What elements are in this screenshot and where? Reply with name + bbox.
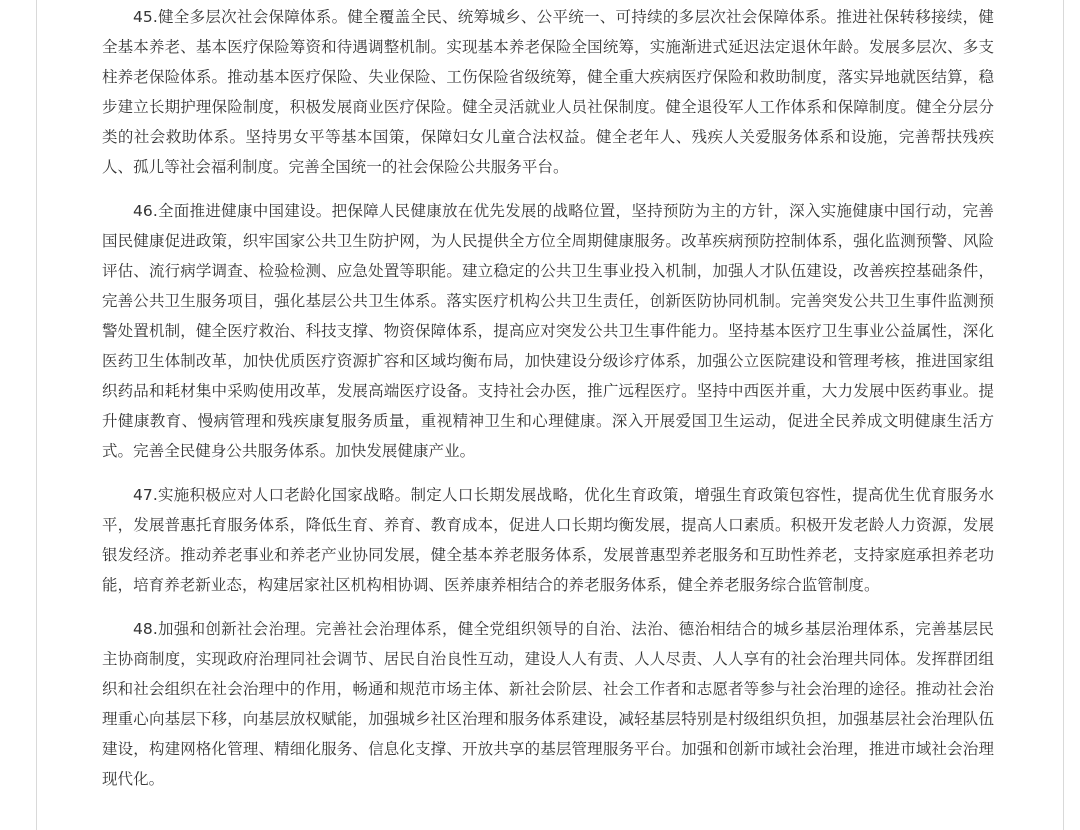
paragraph-48: 48.加强和创新社会治理。完善社会治理体系，健全党组织领导的自治、法治、德治相结合的城乡基层治理体系，完善基层民主协商制度，实现政府治理同社会调节、居民自治良性互动，建设人人有责、人人尽责、人人享有的社会治理共同体。发挥群团组织和社会组织在社会治理中的作用，畅通和规范市场主体、新社会阶层、社会工作者和志愿者等参与社会治理的途径。推动社会治理重心向基层下移，向基层放权赋能，加强城乡社区治理和服务体系建设，减轻基层特别是村级组织负担，加强基层社会治理队伍建设，构建网格化管理、精细化服务、信息化支撑、开放共享的基层管理服务平台。加强和创新市域社会治理，推进市域社会治理现代化。 bbox=[102, 620, 994, 788]
left-border-line bbox=[36, 0, 37, 830]
paragraph-45: 45.健全多层次社会保障体系。健全覆盖全民、统筹城乡、公平统一、可持续的多层次社会保障体系。推进社保转移接续，健全基本养老、基本医疗保险筹资和待遇调整机制。实现基本养老保险全国统筹，实施渐进式延迟法定退休年龄。发展多层次、多支柱养老保险体系。推动基本医疗保险、失业保险、工伤保险省级统筹，健全重大疾病医疗保险和救助制度，落实异地就医结算，稳步建立长期护理保险制度，积极发展商业医疗保险。健全灵活就业人员社保制度。健全退役军人工作体系和保障制度。健全分层分类的社会救助体系。坚持男女平等基本国策，保障妇女儿童合法权益。健全老年人、残疾人关爱服务体系和设施，完善帮扶残疾人、孤儿等社会福利制度。完善全国统一的社会保险公共服务平台。 bbox=[102, 8, 994, 176]
right-border-line bbox=[1063, 0, 1064, 830]
paragraph-46: 46.全面推进健康中国建设。把保障人民健康放在优先发展的战略位置，坚持预防为主的方针，深入实施健康中国行动，完善国民健康促进政策，织牢国家公共卫生防护网，为人民提供全方位全周期健康服务。改革疾病预防控制体系，强化监测预警、风险评估、流行病学调查、检验检测、应急处置等职能。建立稳定的公共卫生事业投入机制，加强人才队伍建设，改善疾控基础条件，完善公共卫生服务项目，强化基层公共卫生体系。落实医疗机构公共卫生责任，创新医防协同机制。完善突发公共卫生事件监测预警处置机制，健全医疗救治、科技支撑、物资保障体系，提高应对突发公共卫生事件能力。坚持基本医疗卫生事业公益属性，深化医药卫生体制改革，加快优质医疗资源扩容和区域均衡布局，加快建设分级诊疗体系，加强公立医院建设和管理考核，推进国家组织药品和耗材集中采购使用改革，发展高端医疗设备。支持社会办医，推广远程医疗。坚持中西医并重，大力发展中医药事业。提升健康教育、慢病管理和残疾康复服务质量，重视精神卫生和心理健康。深入开展爱国卫生运动，促进全民养成文明健康生活方式。完善全民健身公共服务体系。加快发展健康产业。 bbox=[102, 202, 994, 460]
paragraph-47: 47.实施积极应对人口老龄化国家战略。制定人口长期发展战略，优化生育政策，增强生育政策包容性，提高优生优育服务水平，发展普惠托育服务体系，降低生育、养育、教育成本，促进人口长期均衡发展，提高人口素质。积极开发老龄人力资源，发展银发经济。推动养老事业和养老产业协同发展，健全基本养老服务体系，发展普惠型养老服务和互助性养老，支持家庭承担养老功能，培育养老新业态，构建居家社区机构相协调、医养康养相结合的养老服务体系，健全养老服务综合监管制度。 bbox=[102, 486, 994, 594]
article-body bbox=[102, 2, 994, 808]
